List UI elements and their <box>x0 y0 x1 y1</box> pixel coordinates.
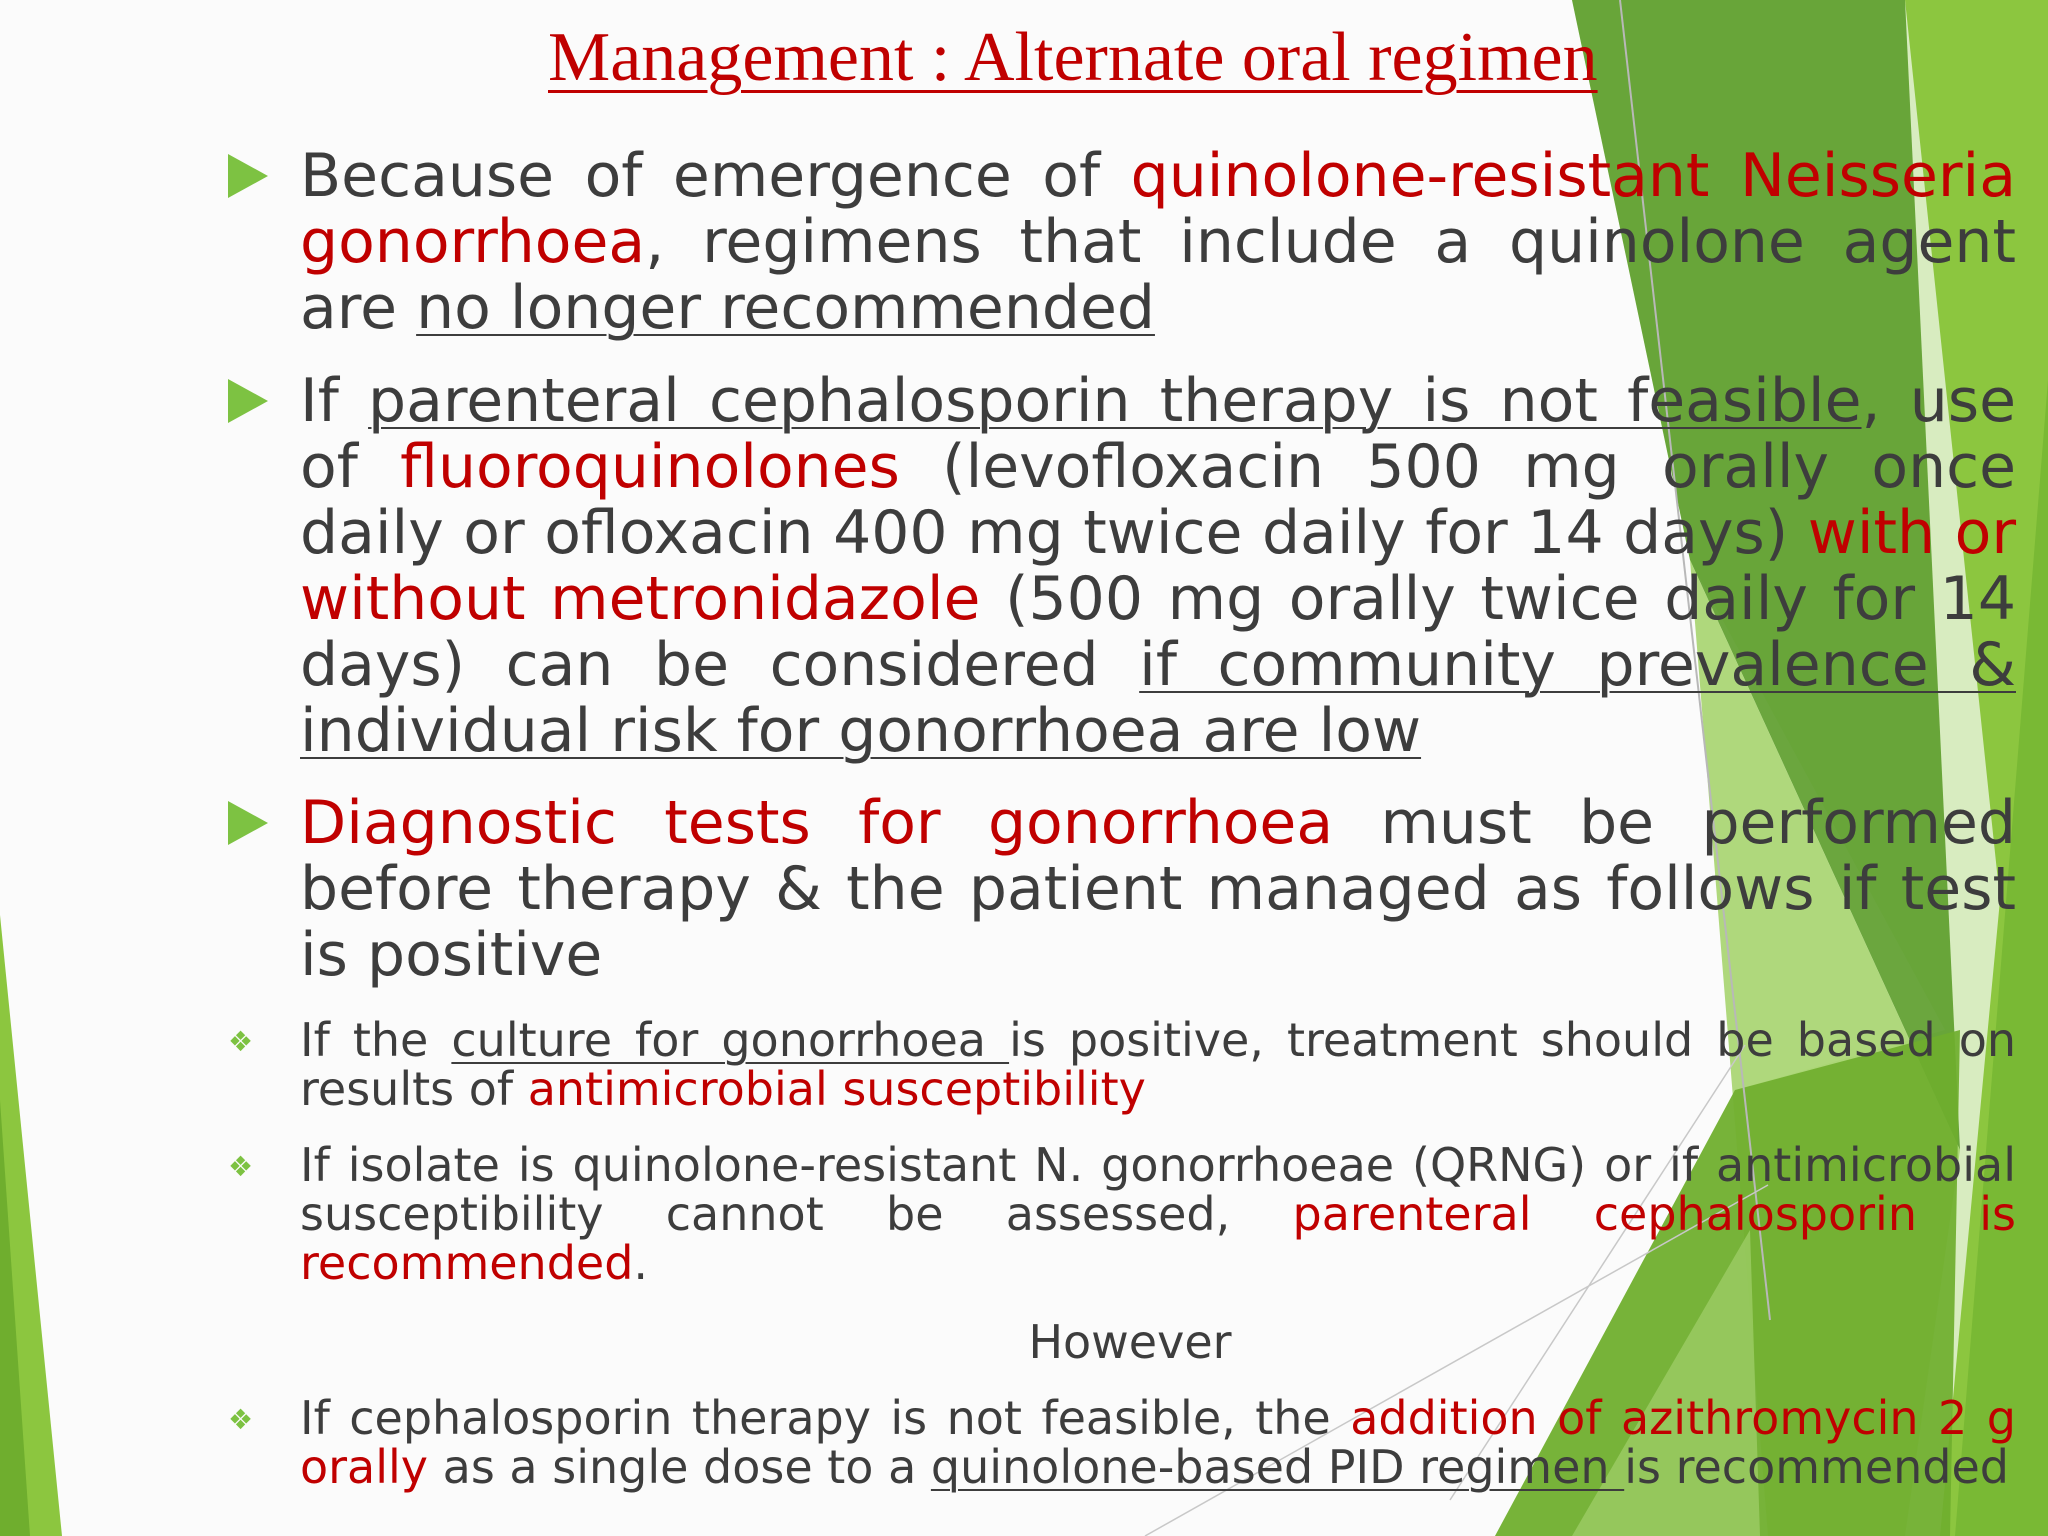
diamond-bullet-icon: ❖ <box>228 1025 254 1058</box>
triangle-bullet-icon <box>228 154 268 198</box>
diamond-bullet-icon: ❖ <box>228 1150 254 1183</box>
slide-title: Management : Alternate oral regimen <box>548 19 1598 96</box>
bullet-3-text: Diagnostic tests for gonorrhoea must be performed before therapy & the patient managed as follows if test is positive <box>300 788 2016 990</box>
bullet-2-text: If parenteral cephalosporin therapy is not feasible, use of fluoroquinolones (levofloxacin 500 mg orally once daily or ofloxacin 400 mg twice daily for 14 days) with or without metronidazole (500 mg orally twice daily for 14 days) can be considered if community prevalence & individual risk for gonorrhoea are low <box>300 366 2017 766</box>
triangle-bullet-icon <box>228 801 268 845</box>
triangle-bullet-icon <box>228 379 268 423</box>
diamond-bullet-icon: ❖ <box>228 1403 254 1436</box>
sub-bullet-3-text: If cephalosporin therapy is not feasible, the addition of azithromycin 2 g orally as a single dose to a quinolone-based PID regimen is recommended <box>300 1391 2016 1494</box>
sub-bullet-1-text: If the culture for gonorrhoea is positive, treatment should be based on results of antimicrobial susceptibility <box>300 1013 2017 1116</box>
however-connector: However <box>1028 1315 1232 1369</box>
sub-bullet-2-text: If isolate is quinolone-resistant N. gonorrhoeae (QRNG) or if antimicrobial susceptibility cannot be assessed, parenteral cephalosporin is recommended. <box>300 1138 2016 1290</box>
bullet-1-text: Because of emergence of quinolone-resistant Neisseria gonorrhoea, regimens that include a quinolone agent are no longer recommended <box>300 141 2016 343</box>
